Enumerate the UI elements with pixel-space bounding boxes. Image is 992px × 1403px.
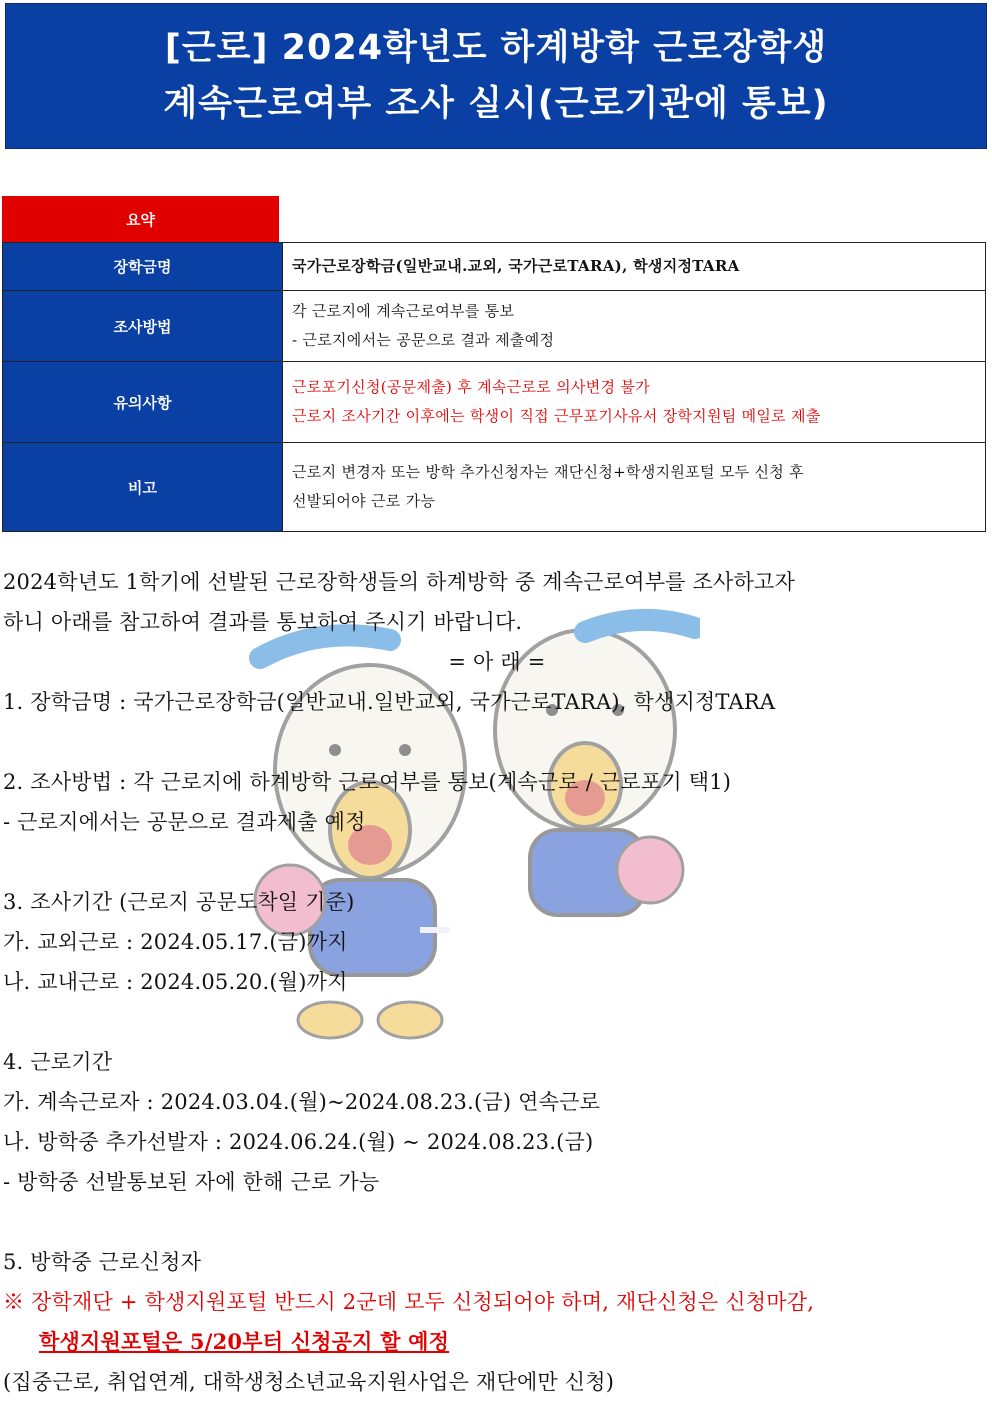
item-4-a: 가. 계속근로자 : 2024.03.04.(월)~2024.08.23.(금) 연속근로	[3, 1090, 601, 1114]
item-3-b: 나. 교내근로 : 2024.05.20.(월)까지	[3, 970, 348, 994]
note-emph-wrap	[3, 1322, 991, 1362]
summary-row-scholarship	[3, 243, 986, 291]
footer-line: (집중근로, 취업연계, 대학생청소년교육지원사업은 재단에만 신청)	[3, 1370, 615, 1394]
summary-line: 근로지 조사기간 이후에는 학생이 직접 근무포기사유서 장학지원팀 메일로 제출	[292, 407, 821, 425]
spacer	[3, 1002, 991, 1042]
summary-value	[283, 291, 986, 362]
summary-key: 장학금명	[3, 243, 283, 291]
spacer	[3, 1202, 991, 1242]
item-4-b: 나. 방학중 추가선발자 : 2024.06.24.(월) ~ 2024.08.23.(금)	[3, 1130, 594, 1154]
summary-row-caution	[3, 362, 986, 443]
summary-key: 비고	[3, 443, 283, 532]
below-heading: = 아 래 =	[448, 650, 546, 674]
summary-label: 요약	[2, 196, 279, 242]
summary-value	[283, 243, 986, 291]
summary-key: 조사방법	[3, 291, 283, 362]
summary-line: 국가근로장학금(일반교내.교외, 국가근로TARA), 학생지정TARA	[292, 257, 740, 275]
summary-value	[283, 443, 986, 532]
spacer	[3, 722, 991, 762]
intro-line-2: 하니 아래를 참고하여 결과를 통보하여 주시기 바랍니다.	[3, 610, 523, 634]
notice-body	[3, 562, 991, 1402]
item-3-a: 가. 교외근로 : 2024.05.17.(금)까지	[3, 930, 348, 954]
note-emphasis: 학생지원포털은 5/20부터 신청공지 할 예정	[39, 1329, 450, 1354]
item-4-sub: - 방학중 선발통보된 자에 한해 근로 가능	[3, 1170, 380, 1194]
title-line-2: 계속근로여부 조사 실시(근로기관에 통보)	[163, 84, 829, 124]
item-2: 2. 조사방법 : 각 근로지에 하계방학 근로여부를 통보(계속근로 / 근로포기 택1)	[3, 770, 732, 794]
summary-line: - 근로지에서는 공문으로 결과 제출예정	[292, 331, 555, 349]
item-2-sub: - 근로지에서는 공문으로 결과제출 예정	[3, 810, 366, 834]
page-title-banner	[5, 3, 987, 149]
item-3: 3. 조사기간 (근로지 공문도착일 기준)	[3, 890, 355, 914]
intro-line-1: 2024학년도 1학기에 선발된 근로장학생들의 하계방학 중 계속근로여부를 조사하고자	[3, 570, 795, 594]
summary-line: 근로포기신청(공문제출) 후 계속근로로 의사변경 불가	[292, 378, 650, 396]
summary-row-remarks	[3, 443, 986, 532]
summary-line: 각 근로지에 계속근로여부를 통보	[292, 302, 515, 320]
item-5: 5. 방학중 근로신청자	[3, 1250, 202, 1274]
item-4: 4. 근로기간	[3, 1050, 113, 1074]
summary-row-method	[3, 291, 986, 362]
summary-line: 근로지 변경자 또는 방학 추가신청자는 재단신청+학생지원포털 모두 신청 후	[292, 463, 804, 481]
item-1: 1. 장학금명 : 국가근로장학금(일반교내.일반교외, 국가근로TARA), 학생지정TARA	[3, 690, 776, 714]
summary-key: 유의사항	[3, 362, 283, 443]
summary-table	[2, 242, 986, 532]
summary-line: 선발되어야 근로 가능	[292, 492, 436, 510]
summary-value	[283, 362, 986, 443]
spacer	[3, 842, 991, 882]
title-line-1: [근로] 2024학년도 하계방학 근로장학생	[164, 28, 828, 68]
note-line: ※ 장학재단 + 학생지원포털 반드시 2군데 모두 신청되어야 하며, 재단신청은 신청마감,	[3, 1290, 815, 1314]
